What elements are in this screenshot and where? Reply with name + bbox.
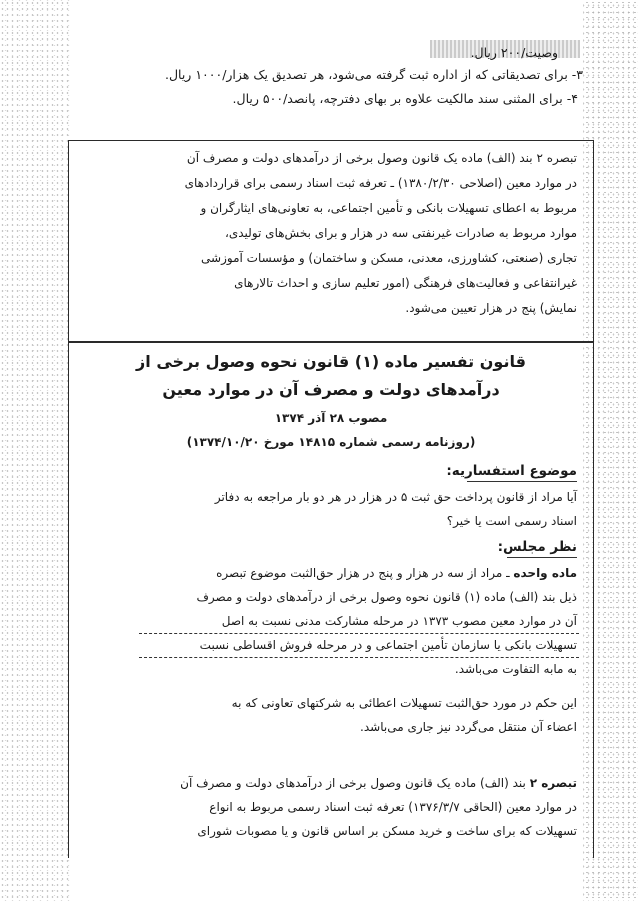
single-article-line-2: ذیل بند (الف) ماده (۱) قانون نحوه وصول برخی از درآمدهای دولت و مصرف xyxy=(196,590,577,604)
scan-noise-left xyxy=(0,0,70,901)
rule-line-1: این حکم در مورد حق‌الثبت تسهیلات اعطائی به شرکتهای تعاونی که به xyxy=(231,696,577,710)
law-title-line-1: قانون تفسیر ماده (۱) قانون نحوه وصول برخی از xyxy=(136,352,526,371)
single-article-line-1 xyxy=(216,565,577,582)
inquiry-line-1: آیا مراد از قانون پرداخت حق ثبت ۵ در هزار در هر دو بار مراجعه به دفاتر xyxy=(214,490,577,504)
single-article-line-4: تسهیلات بانکی یا سازمان تأمین اجتماعی و در مرحله فروش اقساطی نسبت xyxy=(199,638,577,652)
top-fragment: وصیت/۲۰۰ ریال. xyxy=(470,45,558,60)
note-line-5: تجاری (صنعتی، کشاورزی، معدنی، مسکن و ساختمان) و مؤسسات آموزشی xyxy=(201,251,577,265)
note2-line-3: تسهیلات که برای ساخت و خرید مسکن بر اساس قانون و یا مصوبات شورای xyxy=(197,824,577,838)
list-item-4: ۴- برای المثنی سند مالکیت علاوه بر بهای دفترچه، پانصد/۵۰۰ ریال. xyxy=(232,91,578,106)
note-line-3: مربوط به اعطای تسهیلات بانکی و تأمین اجتماعی، به تعاونی‌های ایثارگران و xyxy=(200,201,577,215)
note2-line-2: در موارد معین (الحاقی ۱۳۷۶/۳/۷) تعرفه ثبت اسناد رسمی مربوط به انواع xyxy=(209,800,577,814)
gazette-reference: (روزنامه رسمی شماره ۱۴۸۱۵ مورخ ۱۳۷۴/۱۰/۲۰) xyxy=(186,435,476,449)
note-line-1: تبصره ۲ بند (الف) ماده یک قانون وصول برخی از درآمدهای دولت و مصرف آن xyxy=(186,151,577,165)
law-box xyxy=(68,342,594,858)
note-line-7: نمایش) پنج در هزار تعیین می‌شود. xyxy=(405,301,577,315)
single-article-lead: ماده واحده xyxy=(513,566,577,580)
inquiry-title-underline xyxy=(467,481,577,482)
note2-line-1 xyxy=(180,775,577,792)
opinion-title: نظر مجلس: xyxy=(497,539,577,555)
single-article-line-3: آن در موارد معین مصوب ۱۳۷۳ در مرحله مشارکت مدنی نسبت به اصل xyxy=(221,614,577,628)
dashed-underline-1 xyxy=(139,633,579,634)
note-line-2: در موارد معین (اصلاحی ۱۳۸۰/۲/۳۰) ـ تعرفه ثبت اسناد رسمی برای قراردادهای xyxy=(184,176,577,190)
rule-line-2: اعضاء آن منتقل می‌گردد نیز جاری می‌باشد. xyxy=(360,720,577,734)
note-line-6: غیرانتفاعی و فعالیت‌های فرهنگی (امور تعلیم سازی و احداث تالارهای xyxy=(234,276,577,290)
inquiry-title: موضوع استفساریه: xyxy=(446,463,577,479)
note2-text-1: بند (الف) ماده یک قانون وصول برخی از درآمدهای دولت و مصرف آن xyxy=(180,776,530,790)
list-item-3: ۳- برای تصدیقاتی که از اداره ثبت گرفته می‌شود، هر تصدیق یک هزار/۱۰۰۰ ریال. xyxy=(164,67,583,82)
single-article-line-5: به مابه‌ التفاوت می‌باشد. xyxy=(454,662,577,676)
dashed-underline-2 xyxy=(139,657,579,658)
opinion-title-underline xyxy=(507,557,577,558)
note-line-4: موارد مربوط به صادرات غیرنفتی سه در هزار و برای بخش‌های تولیدی، xyxy=(224,226,577,240)
inquiry-line-2: اسناد رسمی است یا خیر؟ xyxy=(446,514,577,528)
law-title-line-2: درآمدهای دولت و مصرف آن در موارد معین xyxy=(162,380,500,399)
approval-date: مصوب ۲۸ آذر ۱۳۷۴ xyxy=(274,411,388,425)
note2-lead: تبصره ۲ xyxy=(529,776,577,790)
single-article-text-1: ـ مراد از سه در هزار و پنج در هزار حق‌الثبت موضوع تبصره xyxy=(216,566,514,580)
note-box xyxy=(68,140,594,342)
